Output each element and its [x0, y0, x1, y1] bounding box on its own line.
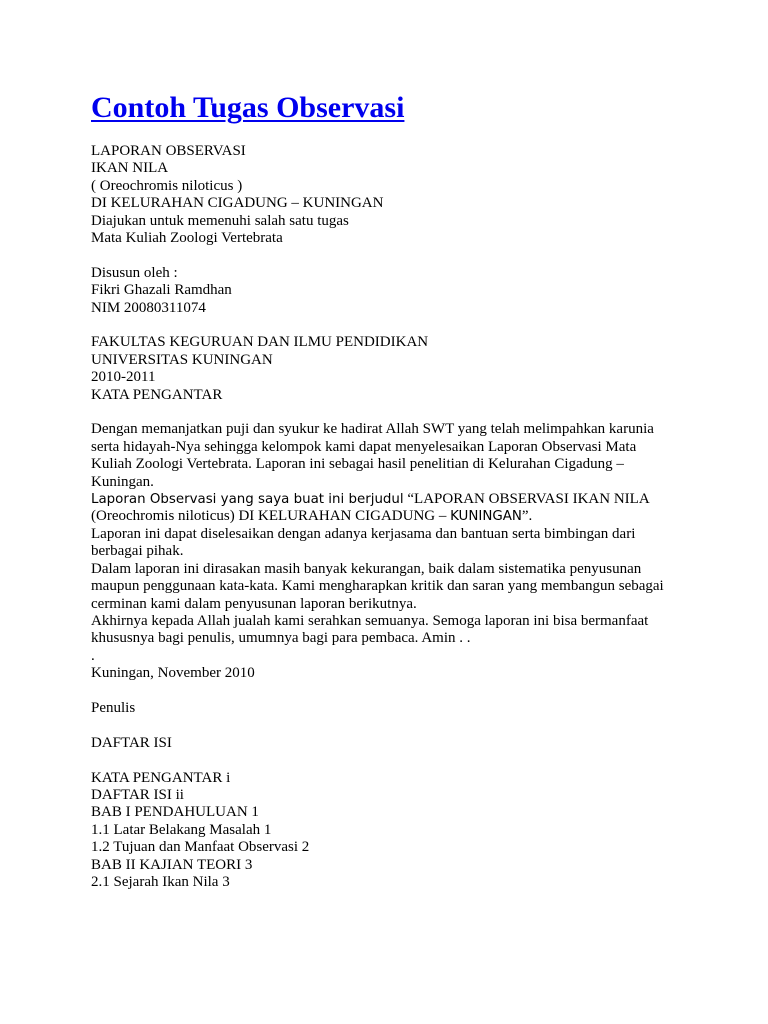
preface-fragment: (Oreochromis niloticus) DI KELURAHAN CIGADUNG – — [91, 508, 451, 525]
preface-fragment: KUNINGAN — [450, 509, 522, 525]
author-nim: NIM 20080311074 — [91, 299, 206, 316]
preface-dot: . — [91, 647, 95, 664]
preface-line: Laporan ini dapat diselesaikan dengan adanya kerjasama dan bantuan serta bimbingan dari — [91, 525, 636, 542]
cover-line: ( Oreochromis niloticus ) — [91, 177, 243, 194]
spacer — [91, 683, 731, 700]
preface-line: Kuliah Zoologi Vertebrata. Laporan ini sebagai hasil penelitian di Kelurahan Cigadung – — [91, 456, 624, 473]
author-label: Disusun oleh : — [91, 264, 178, 281]
spacer — [91, 717, 731, 734]
preface-line: khususnya bagi penulis, umumnya bagi para pembaca. Amin . . — [91, 630, 471, 647]
preface-line: maupun penggunaan kata-kata. Kami mengharapkan kritik dan saran yang membangun sebagai — [91, 578, 664, 595]
preface-line — [91, 491, 731, 508]
toc-heading: DAFTAR ISI — [91, 734, 172, 751]
preface-line: Akhirnya kepada Allah jualah kami serahkan semuanya. Semoga laporan ini bisa bermanfaat — [91, 612, 649, 629]
preface-line: serta hidayah-Nya sehingga kelompok kami dapat menyelesaikan Laporan Observasi Mata — [91, 438, 637, 455]
signoff: Penulis — [91, 699, 136, 716]
toc-item: BAB II KAJIAN TEORI 3 — [91, 856, 253, 873]
spacer — [91, 247, 731, 264]
toc-item: DAFTAR ISI ii — [91, 786, 184, 803]
section-heading: KATA PENGANTAR — [91, 386, 223, 403]
toc-item: BAB I PENDAHULUAN 1 — [91, 804, 259, 821]
preface-line: Kuningan. — [91, 473, 154, 490]
cover-line: LAPORAN OBSERVASI — [91, 143, 246, 159]
academic-years: 2010-2011 — [91, 369, 156, 386]
preface-line: Dalam laporan ini dirasakan masih banyak kekurangan, baik dalam sistematika penyusunan — [91, 560, 642, 577]
author-name: Fikri Ghazali Ramdhan — [91, 282, 232, 299]
university-name: UNIVERSITAS KUNINGAN — [91, 351, 273, 368]
place-date: Kuningan, November 2010 — [91, 665, 255, 682]
cover-line: Mata Kuliah Zoologi Vertebrata — [91, 230, 283, 247]
document-page — [91, 88, 731, 891]
post-title-link[interactable]: Contoh Tugas Observasi — [91, 91, 405, 124]
preface-fragment: ”. — [521, 508, 533, 525]
spacer — [91, 317, 731, 334]
preface-fragment: “LAPORAN OBSERVASI IKAN NILA — [403, 491, 650, 508]
faculty-name: FAKULTAS KEGURUAN DAN ILMU PENDIDIKAN — [91, 334, 429, 351]
spacer — [91, 752, 731, 769]
toc-item: 1.1 Latar Belakang Masalah 1 — [91, 821, 272, 838]
preface-line: Dengan memanjatkan puji dan syukur ke hadirat Allah SWT yang telah melimpahkan karunia — [91, 421, 654, 438]
preface-line — [91, 508, 731, 525]
cover-line: DI KELURAHAN CIGADUNG – KUNINGAN — [91, 195, 384, 212]
preface-fragment: Laporan Observasi yang saya buat ini berjudul — [91, 492, 404, 508]
toc-item: 2.1 Sejarah Ikan Nila 3 — [91, 873, 230, 890]
preface-line: berbagai pihak. — [91, 543, 184, 560]
preface-line: cerminan kami dalam penyusunan laporan berikutnya. — [91, 595, 417, 612]
cover-line: IKAN NILA — [91, 160, 169, 177]
toc-item: KATA PENGANTAR i — [91, 769, 231, 786]
spacer — [91, 404, 731, 421]
toc-item: 1.2 Tujuan dan Manfaat Observasi 2 — [91, 839, 310, 856]
document-body — [91, 143, 731, 891]
cover-line: Diajukan untuk memenuhi salah satu tugas — [91, 212, 349, 229]
